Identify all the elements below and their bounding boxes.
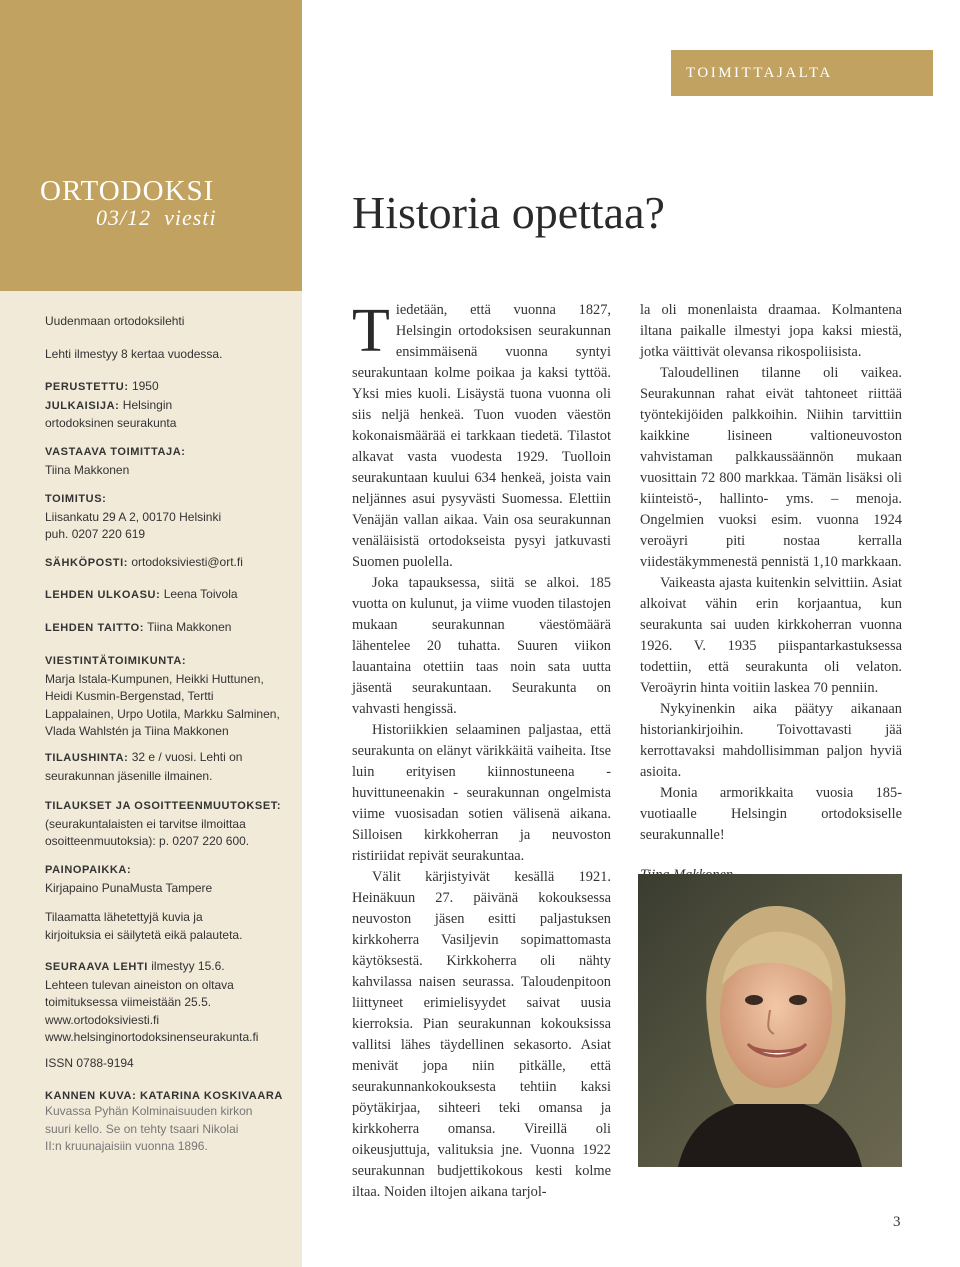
committee-line: Heidi Kusmin-Bergenstad, Tertti: [45, 689, 214, 703]
issn: ISSN 0788-9194: [45, 1056, 134, 1070]
article-column-1: [352, 297, 611, 1203]
article-paragraph: Taloudellinen tilanne oli vaikea. Seurakunnan rahat eivät tahtoneet riittää työntekijöiden palkkoihin. Niihin tarvittiin kaikkine lisineen valtioneuvoston vahvistaman palkkaussäännön mukaan vuosittain 72 800 markkaa. Tämän lisäksi oli kiinteistö-, hallinto- yms. – menoja. Ongelmien vuoksi esim. vuonna 1924 veroäyri piti nostaa kerralla viidestäkymmenestä pennistä 1,10 markkaan.: [640, 365, 902, 570]
layout-label: LEHDEN ULKOASU:: [45, 589, 161, 601]
email-value: ortodoksiviesti@ort.fi: [131, 555, 243, 569]
next-issue-info: [45, 958, 258, 1047]
office-label: TOIMITUS:: [45, 493, 107, 505]
layout-value: Leena Toivola: [163, 587, 238, 601]
article-paragraph: Tiedetään, että vuonna 1827, Helsingin ortodoksisen seurakunnan ensimmäisenä vuonna syntyi seurakuntaan kolme poikaa ja kaksi tyttöä. Yksi mies kuoli. Lisäystä tuona vuonna oli siis neljä henkeä. Tuon vuoden väestön kokonaismäärää ei tarkkaan tiedetä. Tilastot alkavat vasta vuodesta 1929. Tuolloin seurakuntaan kuului 634 henkeä, joista vain neljännes asui pysyvästi Suomessa. Elettiin Venäjän vallan aikaa. Vain osa seurakunnan venäläisistä ortodokseista pysyi jatkuvasti Suomen puolella.: [352, 297, 611, 570]
committee-line: Lappalainen, Urpo Uotila, Markku Salminen,: [45, 706, 280, 721]
article-paragraph: Nykyinenkin aika päätyy aikanaan historiankirjoihin. Toivottavasti jää kerrottavaksi mahdollisimman paljon hyviä asioita.: [640, 701, 902, 780]
article-paragraph: la oli monenlaista draamaa. Kolmantena iltana paikalle ilmestyi jopa kaksi miestä, jotka väittivät olevansa rikospoliisista.: [640, 302, 902, 360]
typesetting-value: Tiina Makkonen: [147, 620, 232, 634]
typesetting-info: [45, 619, 231, 638]
cover-line: suuri kello. Se on tehty tsaari Nikolai: [45, 1121, 239, 1136]
publisher-name: Uudenmaan ortodoksilehti: [45, 314, 185, 328]
issuer-label: JULKAISIJA:: [45, 399, 120, 412]
printer-info: [45, 861, 212, 897]
article-paragraph: Joka tapauksessa, siitä se alkoi. 185 vuotta on kulunut, ja viime vuoden tilastojen mukaan seurakunnan väestömäärä lähentelee 20 tuhatta. Suuren viikon lauantaina otettiin taas noin sata uutta jäsentä seurakuntaan. Seurakunta on vahvasti hengissä.: [352, 575, 611, 717]
article-paragraph: Monia armorikkaita vuosia 185-vuotiaalle Helsingin ortodoksiselle seurakunnalle!: [640, 785, 902, 843]
office-info: [45, 490, 221, 544]
page-title: Historia opettaa?: [352, 187, 665, 238]
office-address: Liisankatu 29 A 2, 00170 Helsinki: [45, 509, 222, 524]
printer-value: Kirjapaino PunaMusta Tampere: [45, 880, 213, 895]
masthead-issue-number: 03/12: [96, 205, 152, 230]
email-info: [45, 554, 243, 573]
section-tag: TOIMITTAJALTA: [671, 50, 933, 96]
committee-line: Vlada Wahlstén ja Tiina Makkonen: [45, 724, 229, 738]
price-value: 32 e / vuosi. Lehti on: [131, 750, 243, 764]
orders-info: [45, 797, 281, 851]
masthead-subtitle: viesti: [164, 205, 217, 230]
price-value-2: seurakunnan jäsenille ilmainen.: [45, 768, 213, 783]
publication-frequency: Lehti ilmestyy 8 kertaa vuodessa.: [45, 347, 223, 361]
printer-label: PAINOPAIKKA:: [45, 864, 132, 876]
unsolicited-note: [45, 909, 242, 944]
price-info: [45, 749, 242, 785]
next-issue-line: toimituksessa viimeistään 25.5.: [45, 995, 212, 1009]
website-link[interactable]: www.helsinginortodoksinenseurakunta.fi: [45, 1030, 259, 1044]
article-paragraph: Historiikkien selaaminen paljastaa, että seurakunta on elänyt värikkäitä vaiheita. Itse luin erityisen kiinnostuneena - huvittuneenakin - seurakunnan ongelmista viime vuosisadan sotien välisenä aikana. Silloisen kirkkoherran ja neuvoston ristiriidat repivät seurakuntaa.: [352, 722, 611, 864]
editor-value: Tiina Makkonen: [45, 462, 130, 477]
committee-line: Marja Istala-Kumpunen, Heikki Huttunen,: [45, 671, 264, 686]
editor-label: VASTAAVA TOIMITTAJA:: [45, 446, 186, 458]
office-phone: puh. 0207 220 619: [45, 527, 146, 541]
next-issue-line: Lehteen tulevan aineiston on oltava: [45, 977, 234, 992]
article-column-2: [640, 300, 902, 886]
cover-label: KANNEN KUVA: KATARINA KOSKIVAARA: [45, 1090, 283, 1102]
article-paragraph: Välit kärjistyivät kesällä 1921. Heinäkuun 27. päivänä kokouksessa neuvoston jäsen esitti paljastuksen kirkkoherra Vasiljevin sopimattomasta käytöksestä. Kirkkoherra oli nähty kahvilassa naisen seurassa. Taloudenpitoon liittyneet erimielisyydet saivat uusia kierroksia. Pian seurakunnan kokouksissa vallitsi lähes täydellinen sekasorto. Asiat menivät jopa niin pitkälle, että seurakunnankokouksesta tehtiin kaksi pöytäkirjaa, sihteeri teki omansa ja kirkkoherra omansa. Vireillä oli oikeusjuttuja, valituksia jne. Vuonna 1922 seurakunnan budjettikokous kesti kolme iltaa. Noiden iltojen aikana tarjol-: [352, 869, 611, 1200]
unsolicited-line: Tilaamatta lähetettyjä kuvia ja: [45, 910, 203, 924]
unsolicited-line: kirjoituksia ei säilytetä eikä palauteta.: [45, 927, 243, 942]
committee-info: [45, 652, 280, 741]
founded-value: 1950: [131, 379, 159, 393]
next-issue-label: SEURAAVA LEHTI: [45, 961, 148, 973]
cover-line: II:n kruunajaisiin vuonna 1896.: [45, 1139, 208, 1153]
drop-cap: T: [352, 297, 390, 365]
editor-info: [45, 443, 186, 479]
price-label: TILAUSHINTA:: [45, 752, 129, 764]
cover-line: Kuvassa Pyhän Kolminaisuuden kirkon: [45, 1104, 253, 1118]
next-issue-value: ilmestyy 15.6.: [151, 959, 225, 973]
email-label: SÄHKÖPOSTI:: [45, 557, 128, 569]
orders-line: (seurakuntalaisten ei tarvitse ilmoittaa: [45, 816, 246, 831]
masthead-title: ORTODOKSI: [40, 175, 215, 207]
orders-label: TILAUKSET JA OSOITTEENMUUTOKSET:: [45, 800, 282, 812]
cover-caption: [45, 1103, 252, 1156]
author-portrait: [638, 874, 902, 1167]
website-link[interactable]: www.ortodoksiviesti.fi: [45, 1012, 160, 1027]
committee-label: VIESTINTÄTOIMIKUNTA:: [45, 655, 187, 667]
masthead: [40, 176, 217, 230]
founded-label: PERUSTETTU:: [45, 381, 129, 393]
issuer-value-2: ortodoksinen seurakunta: [45, 416, 177, 430]
layout-info: [45, 586, 238, 605]
founded-info: [45, 378, 176, 433]
typesetting-label: LEHDEN TAITTO:: [45, 622, 145, 634]
page-number: 3: [893, 1214, 901, 1230]
article-paragraph: Vaikeasta ajasta kuitenkin selvittiin. Asiat alkoivat vähin erin korjaantua, kun seurakunta sai uuden kirkkoherran vuonna 1926. V. 1935 piispantarkastuksessa todettiin, että seurakunta oli velaton. Veroäyrin hinta voitiin laskea 70 penniin.: [640, 575, 902, 696]
issuer-value-1: Helsingin: [122, 397, 173, 412]
orders-line: osoitteenmuutoksia): p. 0207 220 600.: [45, 834, 250, 848]
masthead-issue: [96, 206, 217, 230]
